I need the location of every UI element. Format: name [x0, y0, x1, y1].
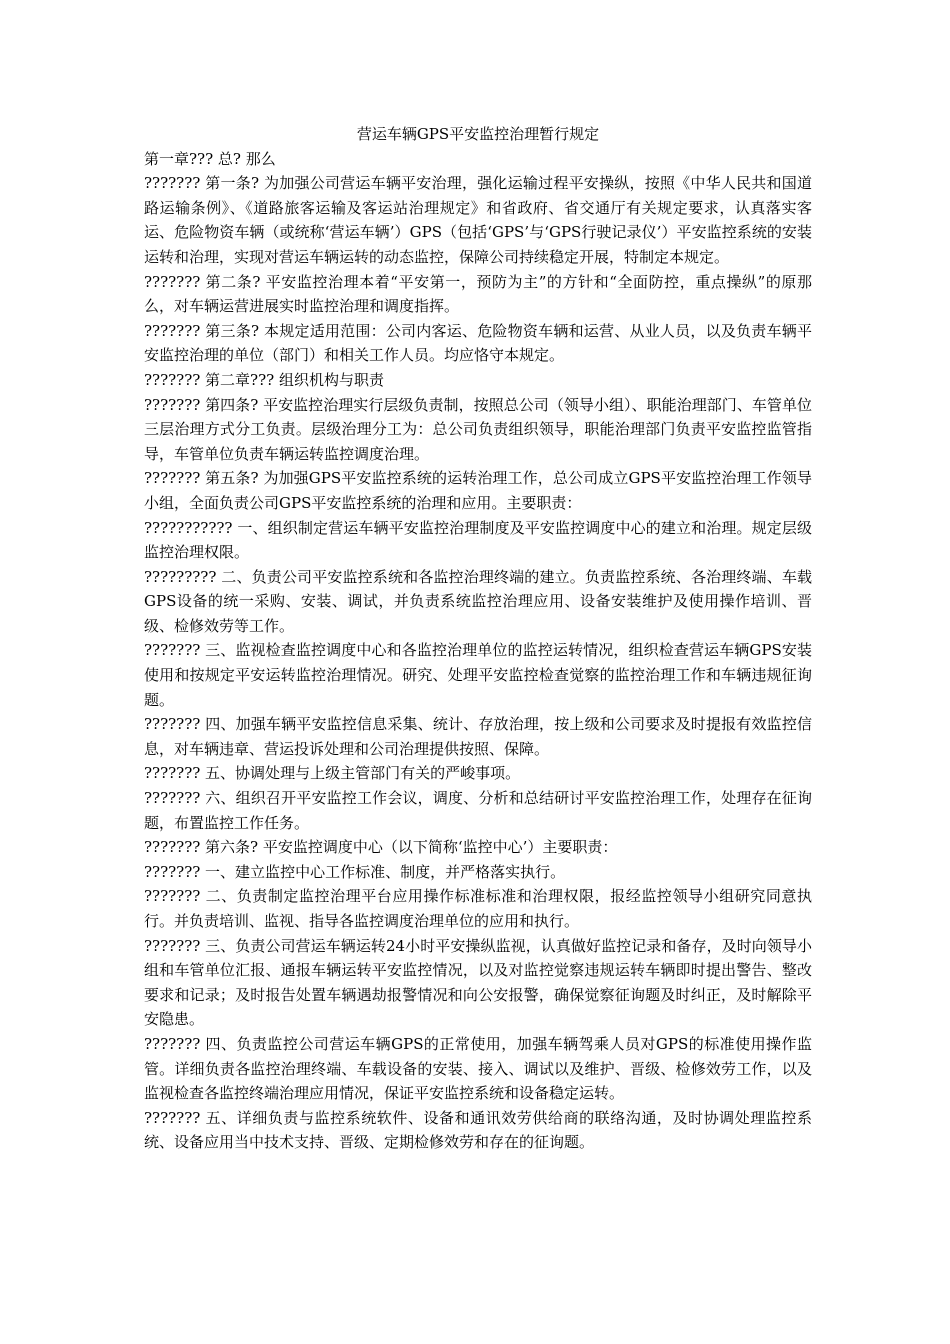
paragraph-article-5-item-5: ??????? 五、协调处理与上级主管部门有关的严峻事项。	[144, 764, 521, 783]
document-title: 营运车辆GPS平安监控治理暂行规定	[356, 125, 600, 143]
paragraph-article-1: ??????? 第一条? 为加强公司营运车辆平安治理，强化运输过程平安操纵，按照《中华人民共和国道路运输条例》、《道路旅客运输及客运站治理规定》和省政府、省交通厅有关规定要求，认真落实客运、危险物资车辆（或统称‘营运车辆’）GPS（包括‘GPS’与‘GPS行驶记录仪’）平安监控系统的安装运转和治理，实现对营运车辆运转的动态监控，保障公司持续稳定开展，特制定本规定。	[144, 174, 812, 266]
paragraph-article-3: ??????? 第三条? 本规定适用范围：公司内客运、危险物资车辆和运营、从业人员，以及负责车辆平安监控治理的单位（部门）和相关工作人员。均应恪守本规定。	[144, 321, 812, 365]
paragraph-article-6-item-5: ??????? 五、详细负责与监控系统软件、设备和通讯效劳供给商的联络沟通，及时协调处理监控系统、设备应用当中技术支持、晋级、定期检修效劳和存在的征询题。	[144, 1108, 812, 1152]
paragraph-chapter-2: ??????? 第二章??? 组织机构与职责	[144, 370, 384, 389]
paragraph-article-5-item-3: ??????? 三、监视检查监控调度中心和各监控治理单位的监控运转情况，组织检查营运车辆GPS安装使用和按规定平安运转监控治理情况。研究、处理平安监控检查觉察的监控治理工作和车辆违规征询题。	[144, 641, 812, 709]
paragraph-article-6-item-1: ??????? 一、建立监控中心工作标准、制度，并严格落实执行。	[144, 862, 566, 881]
paragraph-article-5-item-4: ??????? 四、加强车辆平安监控信息采集、统计、存放治理，按上级和公司要求及时提报有效监控信息，对车辆违章、营运投诉处理和公司治理提供按照、保障。	[144, 715, 812, 758]
paragraph-article-6-item-3: ??????? 三、负责公司营运车辆运转24小时平安操纵监视，认真做好监控记录和备存，及时向领导小组和车管单位汇报、通报车辆运转平安监控情况，以及对监控觉察违规运转车辆即时提出警告、整改要求和记录；及时报告处置车辆遇劫报警情况和向公安报警，确保觉察征询题及时纠正，及时解除平安隐患。	[144, 936, 812, 1029]
paragraph-chapter-1: 第一章??? 总? 那么	[144, 149, 276, 168]
paragraph-article-2: ??????? 第二条? 平安监控治理本着“平安第一，预防为主”的方针和“全面防控，重点操纵”的原那么，对车辆运营进展实时监控治理和调度指挥。	[144, 272, 812, 316]
paragraph-article-5-item-2: ????????? 二、负责公司平安监控系统和各监控治理终端的建立。负责监控系统、各治理终端、车载GPS设备的统一采购、安装、调试，并负责系统监控治理应用、设备安装维护及使用操作培训、晋级、检修效劳等工作。	[144, 567, 812, 635]
paragraph-article-6-item-2: ??????? 二、负责制定监控治理平台应用操作标准标准和治理权限，报经监控领导小组研究同意执行。并负责培训、监视、指导各监控调度治理单位的应用和执行。	[144, 887, 812, 930]
paragraph-article-5-item-1: ??????????? 一、组织制定营运车辆平安监控治理制度及平安监控调度中心的建立和治理。规定层级监控治理权限。	[144, 518, 812, 562]
paragraph-article-4: ??????? 第四条? 平安监控治理实行层级负责制，按照总公司（领导小组）、职能治理部门、车管单位三层治理方式分工负责。层级治理分工为：总公司负责组织领导，职能治理部门负责平安监控监管指导，车管单位负责车辆运转监控调度治理。	[144, 395, 812, 463]
paragraph-article-5: ??????? 第五条? 为加强GPS平安监控系统的运转治理工作，总公司成立GPS平安监控治理工作领导小组，全面负责公司GPS平安监控系统的治理和应用。主要职责：	[144, 469, 812, 512]
paragraph-article-6: ??????? 第六条? 平安监控调度中心（以下简称‘监控中心’）主要职责：	[144, 838, 618, 857]
document-body	[144, 122, 812, 1155]
paragraph-article-6-item-4: ??????? 四、负责监控公司营运车辆GPS的正常使用，加强车辆驾乘人员对GPS的标准使用操作监管。详细负责各监控治理终端、车载设备的安装、接入、调试以及维护、晋级、检修效劳工作，以及监视检查各监控终端治理应用情况，保证平安监控系统和设备稳定运转。	[144, 1034, 812, 1103]
paragraph-article-5-item-6: ??????? 六、组织召开平安监控工作会议，调度、分析和总结研讨平安监控治理工作，处理存在征询题，布置监控工作任务。	[144, 789, 812, 832]
